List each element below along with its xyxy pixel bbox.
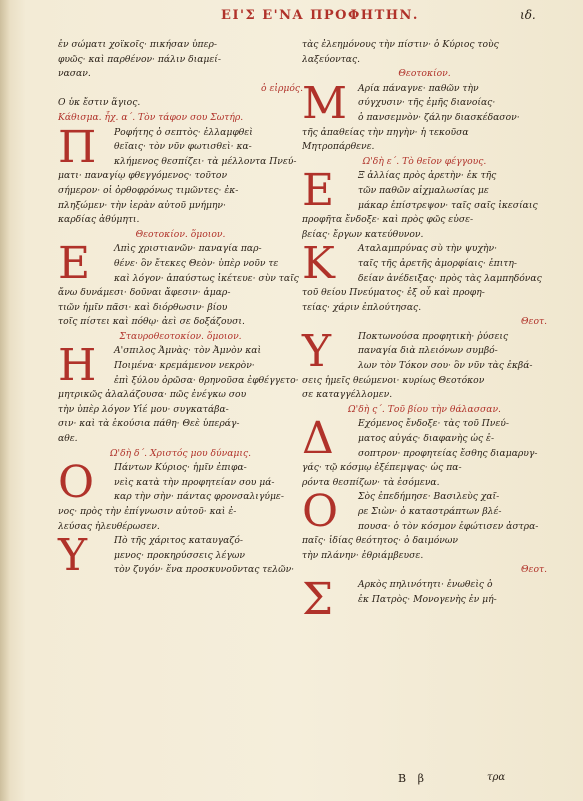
text-line: παῖς· ἰδίας θεότητος· ὁ δαιμόνων	[302, 535, 458, 547]
rubric-heading: Θεοτ.	[521, 564, 547, 576]
drop-cap-paragraph	[302, 486, 547, 578]
text-line: τῶν παθῶν αἰχμαλωσίας με	[358, 184, 489, 196]
text-line: παναγία διὰ πλειόνων συμβό-	[358, 345, 498, 357]
text-line: σύγχυσιν· τῆς ἐμῆς διανοίας·	[358, 97, 496, 109]
drop-cap-initial: Ο	[302, 486, 339, 538]
text-line: Ποκτωνούσα προφητικὴ· ῥύσεις	[358, 330, 509, 342]
text-line: λεύσας ἠλευθέρωσεν.	[58, 520, 160, 532]
text-line: νασαν.	[58, 68, 91, 80]
text-line: γάς· τῷ κόσμῳ ἐξέπεμψας· ὡς πα-	[302, 462, 462, 474]
signature-mark: Β β	[398, 772, 428, 785]
text-line: προφῆτα ἔνδοξε· καὶ πρὸς φῶς εὐσε-	[302, 214, 474, 226]
text-line: λαξεύοντας.	[302, 53, 361, 65]
text-line: Μητροπάρθενε.	[302, 141, 375, 153]
page-gutter	[0, 0, 10, 801]
drop-cap-initial: Υ	[302, 325, 332, 377]
text-line: πληξώμεν· τὴν ἱερὰν αὐτοῦ μνήμην·	[58, 199, 226, 211]
drop-cap-initial: Ο	[58, 457, 95, 509]
drop-cap-paragraph	[58, 121, 303, 228]
rubric-heading: Κάθισμα. ἦχ. α΄. Τὸν τάφον σου Σωτήρ.	[58, 111, 244, 123]
text-line: τιῶν ἡμῖν πᾶσι· καὶ διόρθωσιν· βίου	[58, 301, 228, 313]
text-line: τὰς ἐλεημόνους τὴν πίστιν· ὁ Κύριος τοὺς	[302, 39, 499, 50]
text-line: σοπτρον· προφητείας ἔσθης διαμαρυγ-	[358, 447, 538, 459]
text-line: τείας· χάριν ἐπλούτησας.	[302, 301, 422, 313]
text-line: Πάντων Κύριος· ἡμῖν ἐπιφα-	[114, 462, 247, 474]
text-line: τὴν πλάνην· ἐθριάμβευσε.	[302, 549, 424, 561]
drop-cap-paragraph	[302, 413, 547, 490]
text-line: καὶ λόγον· ἀπαύστως ἱκέτευε· σὺν ταῖς	[114, 272, 299, 284]
text-line: τῆς ἀπαθείας τὴν πηγὴν· ἡ τεκοῦσα	[302, 126, 469, 138]
text-line: Αρκὸς πηλινότητι· ἐνωθεὶς ὁ	[358, 578, 493, 590]
text-line: ἐν σώματι χοϊκοῖς· πικήσαν ὑπερ-	[58, 39, 218, 50]
text-line: τοῦ θείου Πνεύματος· ἐξ οὗ καὶ προφη-	[302, 287, 485, 299]
drop-cap-initial: Υ	[58, 530, 88, 582]
text-line: πουσα· ὁ τὸν κόσμον ἐφώτισεν ἀστρα-	[358, 520, 539, 532]
drop-cap-paragraph	[58, 457, 303, 534]
text-line: Α'σπιλος Ἀμνὰς· τὸν Ἀμνὸν καὶ	[114, 345, 262, 357]
text-line: ρόντα θεσπίζων· τὰ ἐσόμενα.	[302, 476, 440, 488]
rubric-heading: Ω'δὴ ς΄. Τοῦ βίου τὴν θάλασσαν.	[348, 403, 501, 415]
drop-cap-paragraph	[302, 325, 547, 403]
text-line: φυῶς· καὶ παρθένον· πάλιν διαμεί-	[58, 53, 222, 65]
text-line: σε καταγγέλλομεν.	[302, 389, 393, 401]
text-line: σιν· καὶ τὰ ἑκούσια πάθη· Θεὲ ὑπεράγ-	[58, 418, 240, 430]
drop-cap-paragraph	[58, 340, 303, 446]
text-line: αθε.	[58, 433, 78, 445]
drop-cap-paragraph	[302, 573, 547, 625]
text-line: Πὸ τῆς χάριτος καταυγαζό-	[114, 535, 243, 547]
text-line: Σὸς ἐπεδήμησε· Βασιλεὺς χαῖ-	[358, 491, 500, 503]
text-line: Λπὶς χριστιανῶν· παναγία παρ-	[114, 243, 262, 255]
text-line: Ροφήτης ὁ σεπτὸς· ἐλλαμφθεὶ	[114, 126, 253, 138]
text-line: ἐπὶ ξύλου ὁρῶσα· θρηνοῦσα ἐφθέγγετο·	[114, 374, 299, 386]
drop-cap-initial: Δ	[302, 413, 334, 465]
text-line: Ποιμένα· κρεμάμενον νεκρὸν·	[114, 360, 255, 372]
text-line: Ο ὐκ ἔστιν ἅγιος.	[58, 97, 141, 109]
drop-cap-initial: Κ	[302, 238, 335, 290]
text-line: τὴν ὑπὲρ λόγον Υἱέ μου· συγκατάβα-	[58, 403, 229, 415]
text-line: θεϊαις· τὸν νῦν φωτισθεὶ· κα-	[114, 141, 252, 153]
text-line: τοῖς πίστει καὶ πόθῳ· ἀεὶ σε δοξάζουσι.	[58, 316, 245, 328]
text-line: κλήμενος θεσπίζει· τὰ μέλλοντα Πνεύ-	[114, 155, 297, 167]
text-line: Εχόμενος ἔνδοξε· τὰς τοῦ Πνεύ-	[358, 418, 509, 430]
text-line: ματι· παναγίῳ φθεγγόμενος· τοῦτον	[58, 170, 228, 182]
text-line: νος· πρὸς τὴν ἐπίγνωσιν αὐτοῦ· καὶ ἐ-	[58, 506, 237, 517]
rubric-heading: Ω'δὴ ε΄. Τὸ θεῖον φέγγους.	[362, 155, 487, 167]
text-line: θένε· ὃν ἔτεκες Θεὸν· ὑπὲρ νοῦν τε	[114, 257, 279, 269]
text-line: μενος· προκηρύσσεις λέγων	[114, 549, 245, 561]
text-line: ταῖς τῆς ἀρετῆς ἀμορφίαις· ἐπιτη-	[358, 257, 517, 269]
rubric-heading: ὁ εἱρμός.	[261, 82, 303, 94]
text-line: ἐκ Πατρὸς· Μονογενὴς ἐν μή-	[358, 593, 497, 605]
text-line: μάκαρ ἐπίστρεψον· ταῖς σαῖς ἱκεσίαις	[358, 199, 538, 211]
text-line: Ξ ἀλλίας πρὸς ἀρετὴν· ἐκ τῆς	[358, 170, 497, 182]
text-line: καρ τὴν σὴν· πάντας φρονσαλιγύμε-	[114, 491, 284, 503]
drop-cap-initial: Ε	[58, 238, 91, 290]
text-line: νεὶς κατὰ τὴν προφητείαν σου μά-	[114, 476, 275, 488]
rubric-heading: Σταυροθεοτοκίον. ὅμοιον.	[119, 330, 242, 342]
drop-cap-initial: Μ	[302, 77, 348, 129]
text-line: βείας· ἔργων κατεύθυνον.	[302, 228, 424, 240]
text-line: σεις ἡμεῖς θεώμενοι· κυρίως Θεοτόκον	[302, 374, 485, 386]
folio-number: ιδ.	[520, 8, 536, 22]
drop-cap-paragraph	[302, 77, 547, 155]
catchword: τρα	[487, 772, 506, 783]
drop-cap-initial: Ε	[302, 165, 335, 217]
text-line: δείαν ἀνέδειξας· πρὸς τὰς λαμπηδόνας	[358, 272, 542, 284]
text-line: τὸν ζυγόν· ἕνα προσκυνοῦντας τελῶν·	[114, 564, 295, 576]
rubric-heading: Θεοτοκίον.	[398, 68, 451, 80]
drop-cap-paragraph	[302, 238, 547, 315]
text-line: μητρικῶς ἀλαλάζουσα· πῶς ἐνέγκω σου	[58, 389, 247, 401]
rubric-heading: Ω'δὴ δ΄. Χριστός μου δύναμις.	[109, 447, 252, 459]
right-column	[302, 38, 547, 625]
text-line: σήμερον· οἱ ὀρθοφρόνως τιμῶντες· ἐκ-	[58, 184, 239, 196]
text-line: καρδίας ἀθύμητι.	[58, 214, 140, 226]
drop-cap-paragraph	[58, 238, 303, 330]
text-line: ἄνω δυνάμεσι· δοῦναι ἄφεσιν· ἀμαρ-	[58, 287, 231, 299]
text-line: λων τὸν Τόκον σου· ὃν νῦν τὰς ἐκβά-	[358, 360, 533, 372]
text-line: Αταλαμπρύνας σὺ τὴν ψυχὴν·	[358, 243, 498, 255]
drop-cap-initial: Η	[58, 340, 97, 392]
running-title: ΕΙ'Σ Ε'ΝΑ ΠΡΟΦΗΤΗΝ.	[221, 8, 419, 23]
rubric-heading: Θεοτοκίον. ὅμοιον.	[135, 228, 226, 240]
drop-cap-paragraph	[302, 165, 547, 242]
text-line: Αρία πάναγνε· παθῶν τὴν	[358, 82, 479, 94]
text-line: ὁ πανσεμνὸν· ζάλην διασκέδασον·	[358, 111, 520, 123]
text-line: ρε Σιὼν· ὁ καταστράπτων βλέ-	[358, 506, 502, 517]
rubric-heading: Θεοτ.	[521, 316, 547, 328]
drop-cap-paragraph	[58, 530, 303, 582]
left-column	[58, 38, 303, 582]
drop-cap-initial: Σ	[302, 573, 334, 625]
drop-cap-initial: Π	[58, 121, 97, 173]
text-line: ματος αὐγάς· διαφανὴς ὡς ἐ-	[358, 433, 495, 445]
